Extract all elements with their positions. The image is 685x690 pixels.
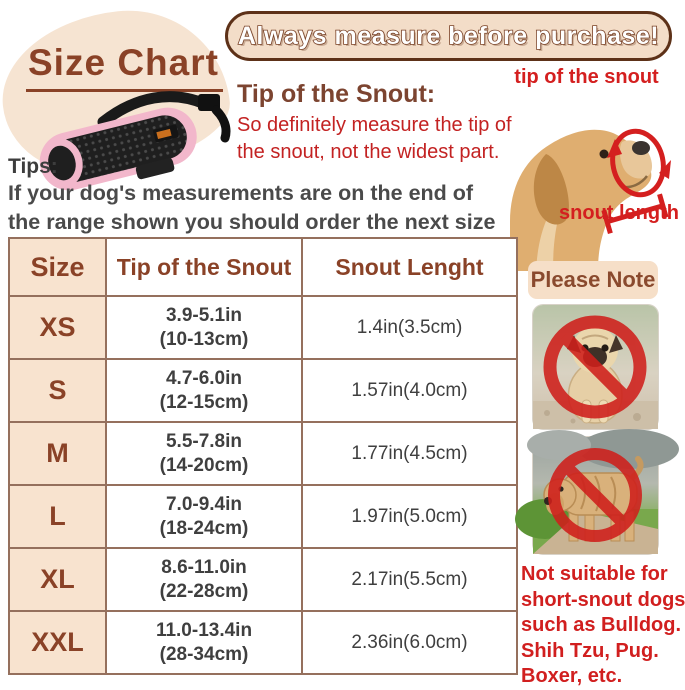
table-row-m (9, 422, 517, 485)
size-cell: M (9, 422, 106, 485)
size-cell: S (9, 359, 106, 422)
length-cell: 1.77in(4.5cm) (302, 422, 517, 485)
not-suitable-warning (521, 562, 685, 690)
size-cell: XXL (9, 611, 106, 674)
table-row-xl (9, 548, 517, 611)
warning-line-3: such as Bulldog. (521, 614, 682, 637)
snout-note-text (237, 112, 512, 166)
please-note-badge (528, 261, 658, 299)
length-cell: 2.36in(6.0cm) (302, 611, 517, 674)
tip-cell: 8.6-11.0in (22-28cm) (106, 548, 302, 611)
please-note-label: Please Note (530, 267, 656, 292)
muzzle-strap-end (216, 110, 226, 138)
warning-line-4: Shih Tzu, Pug. (521, 639, 659, 662)
warning-line-2: short-snout dogs (521, 588, 685, 611)
pug-photo (533, 305, 658, 429)
tip-cell: 11.0-13.4in (28-34cm) (106, 611, 302, 674)
size-cell: L (9, 485, 106, 548)
dog-nose (632, 141, 650, 155)
snout-length-label: snout length (559, 202, 679, 224)
table-header-row (9, 238, 517, 296)
tip-of-snout-label: tip of the snout (514, 66, 659, 88)
table-row-xs (9, 296, 517, 359)
size-cell: XL (9, 548, 106, 611)
length-cell: 1.97in(5.0cm) (302, 485, 517, 548)
warning-line-5: Boxer, etc. (521, 665, 623, 688)
tip-cell: 7.0-9.4in (18-24cm) (106, 485, 302, 548)
sharpei-illustration (533, 437, 658, 554)
table-row-xxl (9, 611, 517, 674)
tips-label: Tips: (8, 155, 58, 178)
length-cell: 1.57in(4.0cm) (302, 359, 517, 422)
sharpei-photo (533, 437, 658, 554)
snout-note-line-2: the snout, not the widest part. (237, 141, 500, 163)
banner-text: Always measure before purchase! (237, 21, 660, 50)
pug-illustration (533, 305, 658, 429)
header-snout-length: Snout Lenght (302, 238, 517, 296)
header-tip-of-snout: Tip of the Snout (106, 238, 302, 296)
length-cell: 1.4in(3.5cm) (302, 296, 517, 359)
dog-eye (600, 150, 609, 159)
warning-line-1: Not suitable for (521, 563, 668, 585)
size-cell: XS (9, 296, 106, 359)
tips-text (8, 179, 495, 237)
table-row-s (9, 359, 517, 422)
tips-line-1: If your dog's measurements are on the end of (8, 181, 474, 205)
page-title: Size Chart (26, 42, 223, 92)
dog-measurement-diagram (494, 66, 679, 271)
size-table (8, 237, 518, 675)
labrador-head-illustration (494, 92, 679, 271)
measure-banner (225, 11, 672, 61)
length-cell: 2.17in(5.5cm) (302, 548, 517, 611)
tip-cell: 3.9-5.1in (10-13cm) (106, 296, 302, 359)
pug-eye (601, 344, 608, 351)
tips-line-2: the range shown you should order the next size (8, 210, 496, 235)
header-size: Size (9, 238, 106, 296)
tip-cell: 5.5-7.8in (14-20cm) (106, 422, 302, 485)
table-row-l (9, 485, 517, 548)
snout-note-line-1: So definitely measure the tip of (237, 114, 512, 136)
snout-note-heading: Tip of the Snout: (237, 80, 436, 108)
tip-cell: 4.7-6.0in (12-15cm) (106, 359, 302, 422)
